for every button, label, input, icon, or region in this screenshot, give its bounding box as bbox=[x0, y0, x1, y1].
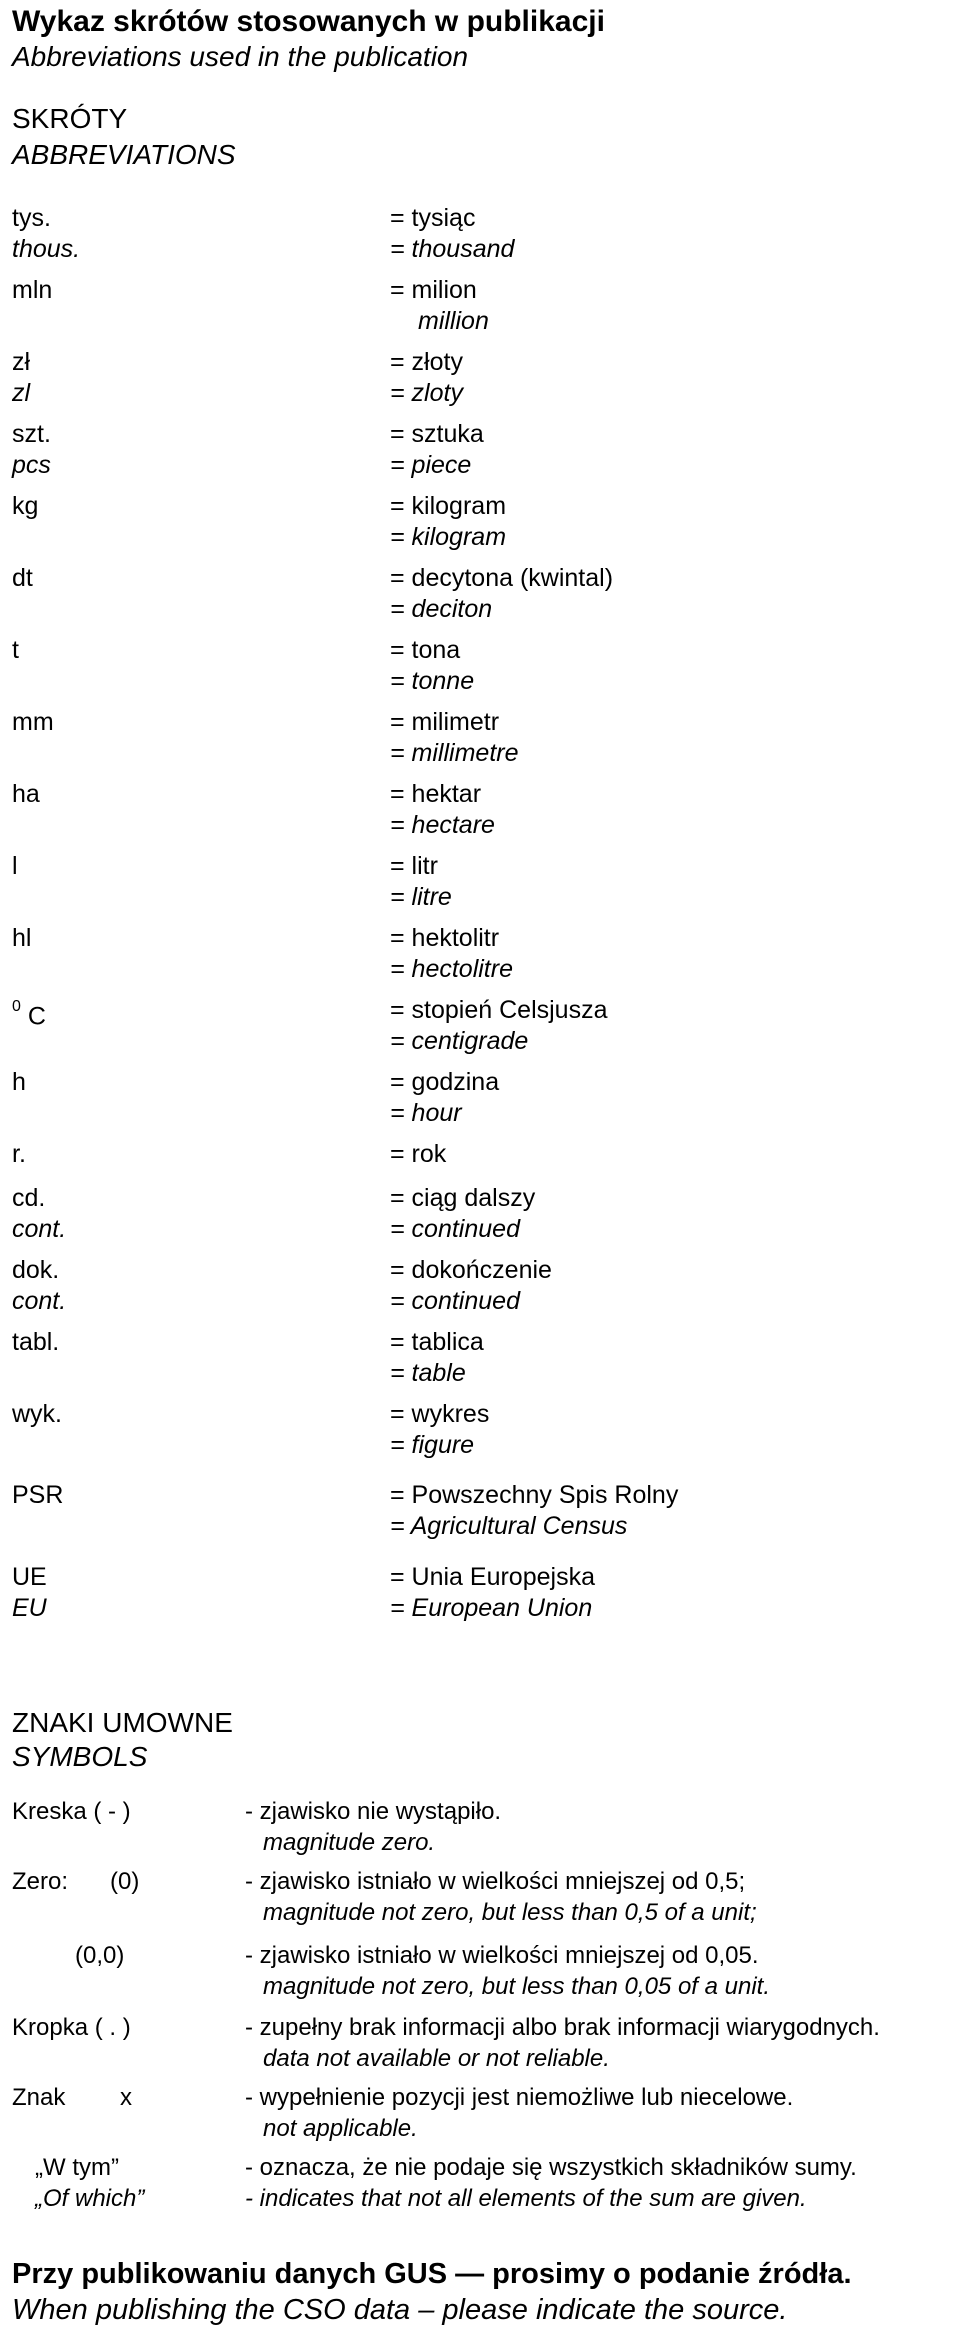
abbreviation-term-pl: mln bbox=[12, 276, 53, 304]
abbreviation-term-pl: t bbox=[12, 636, 19, 664]
symbol-term bbox=[12, 2082, 65, 2113]
abbreviation-definition-en: = European Union bbox=[390, 1594, 593, 1622]
abbreviation-definition bbox=[390, 1399, 489, 1461]
abbreviation-term-pl: mm bbox=[12, 708, 54, 736]
abbreviation-definition-en: = table bbox=[390, 1359, 466, 1387]
abbreviation-term-pl: zł bbox=[12, 348, 31, 376]
abbreviation-definition-en: = centigrade bbox=[390, 1027, 529, 1055]
abbreviation-term-pl: tys. bbox=[12, 204, 51, 232]
abbreviation-definition-pl: = rok bbox=[390, 1140, 447, 1168]
symbol-value: (0) bbox=[110, 1868, 140, 1895]
abbreviation-definition-pl: = stopień Celsjusza bbox=[390, 996, 608, 1024]
abbreviation-definition bbox=[390, 563, 613, 625]
abbreviation-definition-en: = hectolitre bbox=[390, 955, 513, 983]
symbol-definition bbox=[245, 1866, 757, 1928]
symbol-term bbox=[12, 2012, 131, 2043]
abbreviations-heading-pl: SKRÓTY bbox=[12, 103, 128, 134]
abbreviation-definition-pl: = Powszechny Spis Rolny bbox=[390, 1481, 679, 1509]
abbreviation-definition-pl: = sztuka bbox=[390, 420, 484, 448]
abbreviation-term bbox=[12, 203, 80, 265]
abbreviation-term-pl: h bbox=[12, 1068, 26, 1096]
symbol-definition-pl: - wypełnienie pozycji jest niemożliwe lub niecelowe. bbox=[245, 2084, 794, 2111]
abbreviation-definition-pl: = Unia Europejska bbox=[390, 1563, 595, 1591]
abbreviation-term bbox=[12, 923, 31, 954]
symbol-value: x bbox=[120, 2084, 132, 2111]
abbreviation-definition-pl: = decytona (kwintal) bbox=[390, 564, 614, 592]
abbreviation-term bbox=[12, 347, 30, 409]
abbreviation-definition-pl: = tona bbox=[390, 636, 461, 664]
abbreviation-term bbox=[12, 491, 38, 522]
abbreviation-definition-en: = kilogram bbox=[390, 523, 507, 551]
symbol-value: (0,0) bbox=[75, 1942, 125, 1969]
abbreviation-definition-en: = hour bbox=[390, 1099, 462, 1127]
symbol-definition bbox=[245, 2152, 857, 2214]
abbreviation-definition-en: million bbox=[418, 307, 489, 335]
abbreviation-term-pl: szt. bbox=[12, 420, 51, 448]
abbreviation-definition bbox=[390, 1255, 552, 1317]
abbreviation-term-pl: dt bbox=[12, 564, 33, 592]
abbreviation-term-pl: r. bbox=[12, 1140, 26, 1168]
symbol-definition-pl: - zjawisko nie wystąpiło. bbox=[245, 1798, 502, 1825]
symbol-definition bbox=[245, 2012, 880, 2074]
symbol-definition-en: data not available or not reliable. bbox=[263, 2045, 610, 2072]
abbreviation-definition-pl: = litr bbox=[390, 852, 438, 880]
symbol-term bbox=[12, 1866, 68, 1897]
abbreviation-definition-pl: = milion bbox=[390, 276, 477, 304]
symbol-definition bbox=[245, 2082, 793, 2144]
symbol-term-pl: „W tym” bbox=[35, 2154, 119, 2181]
abbreviation-definition-en: = piece bbox=[390, 451, 472, 479]
abbreviation-definition-pl: = hektolitr bbox=[390, 924, 500, 952]
abbreviation-definition bbox=[390, 491, 506, 553]
abbreviation-term bbox=[12, 1327, 59, 1358]
abbreviation-term-pl: ha bbox=[12, 780, 40, 808]
symbol-term-pl: Zero: bbox=[12, 1868, 69, 1895]
abbreviation-term-pl: kg bbox=[12, 492, 39, 520]
symbol-term-en: „Of which” bbox=[35, 2185, 145, 2212]
abbreviation-definition-en: = millimetre bbox=[390, 739, 519, 767]
abbreviation-term bbox=[12, 995, 46, 1032]
abbreviation-definition bbox=[390, 1562, 595, 1624]
symbol-definition-en: magnitude zero. bbox=[263, 1829, 436, 1856]
abbreviation-term bbox=[12, 1562, 47, 1624]
abbreviation-term-pl: C bbox=[27, 1002, 46, 1031]
abbreviation-term-en: cont. bbox=[12, 1215, 67, 1243]
symbol-definition-pl: - zjawisko istniało w wielkości mniejszej od 0,5; bbox=[245, 1868, 746, 1895]
symbol-term bbox=[35, 2152, 144, 2214]
symbol-term-pl: Znak bbox=[12, 2084, 66, 2111]
abbreviation-definition-pl: = ciąg dalszy bbox=[390, 1184, 536, 1212]
abbreviation-term-pl: UE bbox=[12, 1563, 47, 1591]
abbreviation-definition bbox=[390, 275, 489, 337]
symbol-definition-pl: - zupełny brak informacji albo brak informacji wiarygodnych. bbox=[245, 2014, 880, 2041]
abbreviation-term bbox=[12, 851, 18, 882]
abbreviation-definition bbox=[390, 923, 513, 985]
symbol-term-pl: Kreska ( - ) bbox=[12, 1798, 131, 1825]
page-subtitle: Abbreviations used in the publication bbox=[12, 41, 469, 72]
abbreviation-definition-en: = continued bbox=[390, 1215, 520, 1243]
abbreviation-term-en: cont. bbox=[12, 1287, 67, 1315]
abbreviation-definition-en: = continued bbox=[390, 1287, 520, 1315]
symbol-definition-en: not applicable. bbox=[263, 2115, 418, 2142]
abbreviation-definition-pl: = tablica bbox=[390, 1328, 484, 1356]
abbreviation-term bbox=[12, 707, 54, 738]
abbreviation-term-pl: hl bbox=[12, 924, 32, 952]
abbreviation-term-pl: l bbox=[12, 852, 18, 880]
abbreviation-definition bbox=[390, 1183, 535, 1245]
abbreviations-heading-en: ABBREVIATIONS bbox=[12, 139, 236, 170]
page-title: Wykaz skrótów stosowanych w publikacji bbox=[12, 5, 605, 38]
symbol-definition bbox=[245, 1796, 501, 1858]
abbreviation-definition-pl: = złoty bbox=[390, 348, 463, 376]
abbreviation-definition-en: = litre bbox=[390, 883, 452, 911]
abbreviation-term-pl: tabl. bbox=[12, 1328, 60, 1356]
abbreviation-term-en: zl bbox=[12, 379, 31, 407]
symbol-definition bbox=[245, 1940, 770, 2002]
abbreviation-term bbox=[12, 563, 33, 594]
abbreviation-term bbox=[12, 635, 19, 666]
abbreviation-term-en: EU bbox=[12, 1594, 47, 1622]
symbol-definition-en: magnitude not zero, but less than 0,05 of a unit. bbox=[263, 1973, 770, 2000]
symbol-term-pl: Kropka ( . ) bbox=[12, 2014, 131, 2041]
abbreviation-term-pl: dok. bbox=[12, 1256, 60, 1284]
abbreviation-term bbox=[12, 1067, 26, 1098]
abbreviation-term bbox=[12, 1255, 66, 1317]
abbreviation-definition bbox=[390, 419, 484, 481]
abbreviation-definition bbox=[390, 851, 452, 913]
symbol-term bbox=[12, 1796, 131, 1827]
abbreviation-term-en: pcs bbox=[12, 451, 51, 479]
symbol-definition-pl: - oznacza, że nie podaje się wszystkich składników sumy. bbox=[245, 2154, 857, 2181]
abbreviation-definition-en: = thousand bbox=[390, 235, 515, 263]
abbreviation-term-pl: cd. bbox=[12, 1184, 46, 1212]
abbreviation-definition-en: = hectare bbox=[390, 811, 495, 839]
abbreviation-definition bbox=[390, 635, 474, 697]
symbol-definition-en: - indicates that not all elements of the sum are given. bbox=[245, 2185, 807, 2212]
abbreviation-term bbox=[12, 275, 52, 306]
abbreviation-term-pl: PSR bbox=[12, 1481, 64, 1509]
abbreviation-definition bbox=[390, 1067, 499, 1129]
abbreviation-definition bbox=[390, 1480, 678, 1542]
abbreviation-definition-en: = tonne bbox=[390, 667, 475, 695]
abbreviation-definition-pl: = milimetr bbox=[390, 708, 500, 736]
abbreviation-definition bbox=[390, 347, 463, 409]
abbreviation-term bbox=[12, 1399, 62, 1430]
abbreviation-definition bbox=[390, 1139, 446, 1170]
symbols-heading-en: SYMBOLS bbox=[12, 1741, 148, 1772]
abbreviation-definition-pl: = kilogram bbox=[390, 492, 507, 520]
abbreviation-term bbox=[12, 1183, 66, 1245]
abbreviation-definition-en: = Agricultural Census bbox=[390, 1512, 628, 1540]
abbreviation-definition-en: = deciton bbox=[390, 595, 493, 623]
abbreviation-definition-pl: = tysiąc bbox=[390, 204, 476, 232]
abbreviation-definition-pl: = wykres bbox=[390, 1400, 490, 1428]
abbreviation-term bbox=[12, 779, 40, 810]
abbreviation-term bbox=[12, 1480, 63, 1511]
abbreviation-definition-pl: = godzina bbox=[390, 1068, 500, 1096]
abbreviation-definition-pl: = dokończenie bbox=[390, 1256, 552, 1284]
abbreviation-term-en: thous. bbox=[12, 235, 81, 263]
abbreviation-definition-en: = zloty bbox=[390, 379, 463, 407]
abbreviation-term bbox=[12, 419, 51, 481]
abbreviation-definition-pl: = hektar bbox=[390, 780, 482, 808]
degree-superscript: 0 bbox=[12, 998, 21, 1015]
source-note-en: When publishing the CSO data – please indicate the source. bbox=[12, 2294, 788, 2326]
symbol-definition-pl: - zjawisko istniało w wielkości mniejszej od 0,05. bbox=[245, 1942, 759, 1969]
symbols-heading-pl: ZNAKI UMOWNE bbox=[12, 1707, 233, 1738]
abbreviation-term-pl: wyk. bbox=[12, 1400, 62, 1428]
abbreviation-term bbox=[12, 1139, 26, 1170]
abbreviation-definition bbox=[390, 995, 607, 1057]
source-note-pl: Przy publikowaniu danych GUS — prosimy o podanie źródła. bbox=[12, 2258, 852, 2290]
abbreviation-definition-en: = figure bbox=[390, 1431, 475, 1459]
symbol-definition-en: magnitude not zero, but less than 0,5 of a unit; bbox=[263, 1899, 757, 1926]
abbreviation-definition bbox=[390, 1327, 484, 1389]
abbreviation-definition bbox=[390, 707, 519, 769]
abbreviation-definition bbox=[390, 203, 514, 265]
abbreviation-definition bbox=[390, 779, 495, 841]
